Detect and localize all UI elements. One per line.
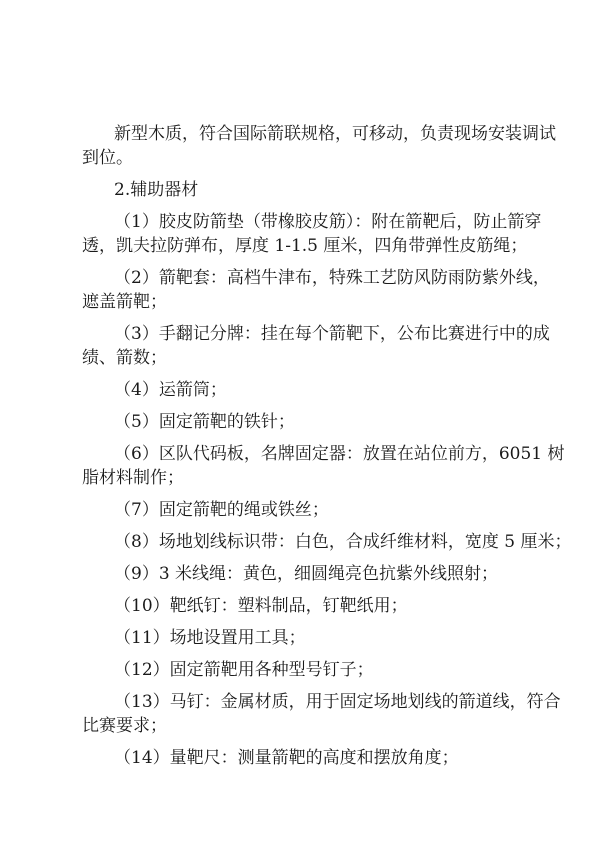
item-13-line-1: （13）马钉：金属材质，用于固定场地划线的箭道线，符合 <box>114 692 561 712</box>
item-6-line-1: （6）区队代码板，名牌固定器：放置在站位前方，6051 树 <box>114 444 565 464</box>
item-12: （12）固定箭靶用各种型号钉子； <box>114 660 374 680</box>
section-heading: 2.辅助器材 <box>114 180 199 200</box>
item-9: （9）3 米线绳：黄色，细圆绳亮色抗紫外线照射； <box>114 564 499 584</box>
item-3-line-2: 绩、箭数； <box>82 348 167 368</box>
item-4: （4）运箭筒； <box>114 380 227 400</box>
item-2-line-1: （2）箭靶套：高档牛津布，特殊工艺防风防雨防紫外线， <box>114 268 550 288</box>
item-10: （10）靶纸钉：塑料制品，钉靶纸用； <box>114 596 408 616</box>
intro-line-2: 到位。 <box>82 148 133 168</box>
item-14: （14）量靶尺：测量箭靶的高度和摆放角度； <box>114 748 459 768</box>
item-13-line-2: 比赛要求； <box>82 716 167 736</box>
item-1-line-2: 透，凯夫拉防弹布，厚度 1-1.5 厘米，四角带弹性皮筋绳； <box>82 236 528 256</box>
item-8: （8）场地划线标识带：白色，合成纤维材料，宽度 5 厘米； <box>114 532 572 552</box>
item-3-line-1: （3）手翻记分牌：挂在每个箭靶下，公布比赛进行中的成 <box>114 324 550 344</box>
intro-line-1: 新型木质，符合国际箭联规格，可移动，负责现场安装调试 <box>114 124 556 144</box>
item-6-line-2: 脂材料制作； <box>82 468 184 488</box>
item-7: （7）固定箭靶的绳或铁丝； <box>114 500 329 520</box>
item-2-line-2: 遮盖箭靶； <box>82 292 167 312</box>
item-11: （11）场地设置用工具； <box>114 628 306 648</box>
item-5: （5）固定箭靶的铁针； <box>114 412 295 432</box>
item-1-line-1: （1）胶皮防箭垫（带橡胶皮筋）：附在箭靶后，防止箭穿 <box>114 212 542 232</box>
